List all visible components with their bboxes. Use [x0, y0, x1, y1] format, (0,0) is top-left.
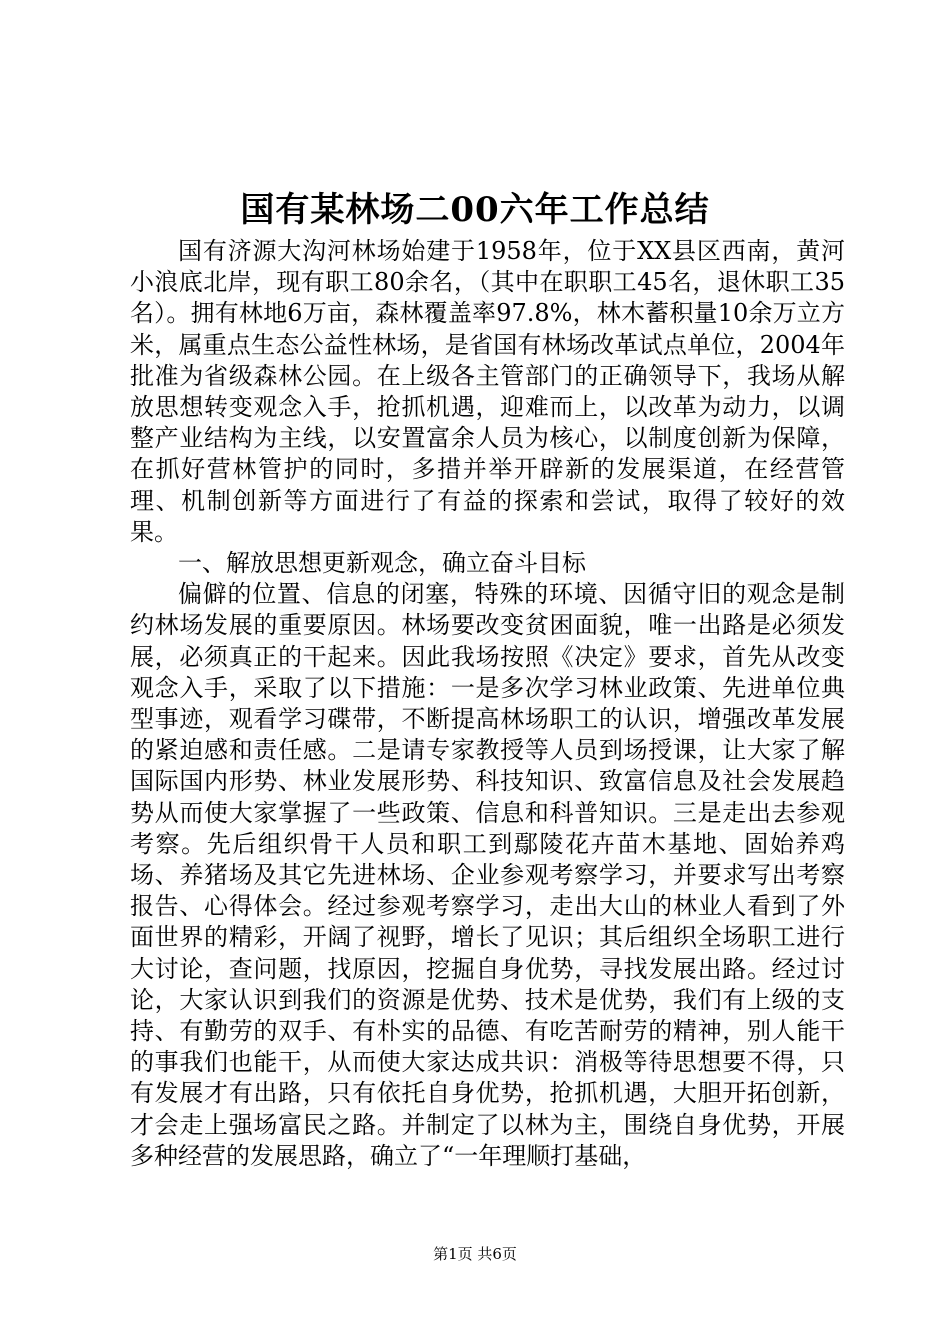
document-body — [130, 236, 845, 1172]
section-heading-1: 一、解放思想更新观念，确立奋斗目标 — [178, 549, 586, 578]
paragraph-intro: 国有济源大沟河林场始建于1958年，位于XX县区西南，黄河小浪底北岸，现有职工80余名，（其中在职职工45名，退休职工35名）。拥有林地6万亩，森林覆盖率97.8%，林木蓄积量10余万立方米，属重点生态公益性林场，是省国有林场改革试点单位，2004年批准为省级森林公园。在上级各主管部门的正确领导下，我场从解放思想转变观念入手，抢抓机遇，迎难而上，以改革为动力，以调整产业结构为主线，以安置富余人员为核心，以制度创新为保障，在抓好营林管护的同时，多措并举开辟新的发展渠道，在经营管理、机制创新等方面进行了有益的探索和尝试，取得了较好的效果。 — [130, 237, 845, 546]
paragraph-section-1: 偏僻的位置、信息的闭塞，特殊的环境、因循守旧的观念是制约林场发展的重要原因。林场要改变贫困面貌，唯一出路是必须发展，必须真正的干起来。因此我场按照《决定》要求，首先从改变观念入手，采取了以下措施：一是多次学习林业政策、先进单位典型事迹，观看学习碟带，不断提高林场职工的认识，增强改革发展的紧迫感和责任感。二是请专家教授等人员到场授课，让大家了解国际国内形势、林业发展形势、科技知识、致富信息及社会发展趋势从而使大家掌握了一些政策、信息和科普知识。三是走出去参观考察。先后组织骨干人员和职工到鄢陵花卉苗木基地、固始养鸡场、养猪场及其它先进林场、企业参观考察学习，并要求写出考察报告、心得体会。经过参观考察学习，走出大山的林业人看到了外面世界的精彩，开阔了视野，增长了见识；其后组织全场职工进行大讨论，查问题，找原因，挖掘自身优势，寻找发展出路。经过讨论，大家认识到我们的资源是优势、技术是优势，我们有上级的支持、有勤劳的双手、有朴实的品德、有吃苦耐劳的精神，别人能干的事我们也能干，从而使大家达成共识：消极等待思想要不得，只有发展才有出路，只有依托自身优势，抢抓机遇，大胆开拓创新，才会走上强场富民之路。并制定了以林为主，围绕自身优势，开展多种经营的发展思路，确立了“一年理顺打基础， — [130, 580, 845, 1170]
page-footer: 第1页 共6页 — [433, 1245, 517, 1263]
document-title: 国有某林场二00六年工作总结 — [240, 190, 710, 230]
